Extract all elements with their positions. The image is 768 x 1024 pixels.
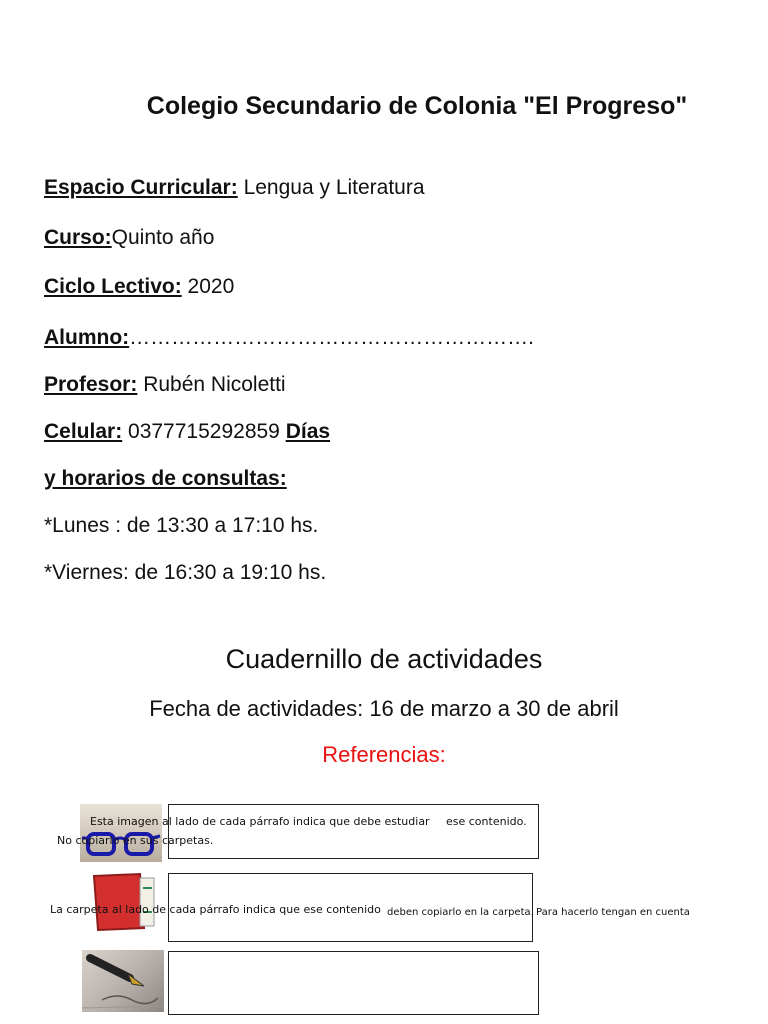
celular-label: Celular: [44,420,123,443]
dias-label: Días [285,420,331,443]
ciclo-lectivo-line [44,275,234,299]
celular-value: 0377715292859 [122,420,286,443]
curso-label: Curso: [44,226,112,249]
reference-box-1 [168,804,539,859]
alumno-label: Alumno: [44,326,130,349]
school-title: Colegio Secundario de Colonia "El Progreso" [146,92,688,120]
folder-icon [88,872,160,932]
curso-line [44,226,214,250]
references-heading: Referencias: [322,742,446,767]
reference-2-text-c: Para hacerlo tengan en cuenta [536,907,690,918]
ciclo-lectivo-label: Ciclo Lectivo: [44,275,182,298]
profesor-value: Rubén Nicoletti [137,373,286,396]
fountain-pen-icon [82,950,164,1012]
espacio-curricular-value: Lengua y Literatura [237,176,425,199]
lunes-line: *Lunes : de 13:30 a 17:10 hs. [44,514,319,537]
espacio-curricular-line [44,176,425,200]
reference-2-text-a: La carpeta al lado de cada párrafo indica que ese contenido [50,903,381,916]
horarios-line [44,467,287,491]
alumno-value: …………………………………………………. [129,326,534,349]
horarios-label: y horarios de consultas: [44,467,287,490]
alumno-line [44,326,534,350]
curso-value: Quinto año [111,226,215,249]
celular-line [44,420,330,444]
glasses-icon [80,804,162,862]
activity-dates: Fecha de actividades: 16 de marzo a 30 de abril [149,696,619,721]
reference-1-text-a: Esta imagen al lado de cada párrafo indica que debe estudiar [90,815,430,828]
viernes-line: *Viernes: de 16:30 a 19:10 hs. [44,561,327,584]
profesor-label: Profesor: [44,373,138,396]
reference-1-text-c: No copiarlo en sus carpetas. [57,834,214,847]
reference-1-text-b: ese contenido. [446,815,527,828]
ciclo-lectivo-value: 2020 [181,275,235,298]
espacio-curricular-label: Espacio Curricular: [44,176,238,199]
profesor-line [44,373,286,397]
reference-box-3 [168,951,539,1015]
cuadernillo-title: Cuadernillo de actividades [225,644,543,674]
reference-2-text-b: deben copiarlo en la carpeta. [387,907,534,918]
